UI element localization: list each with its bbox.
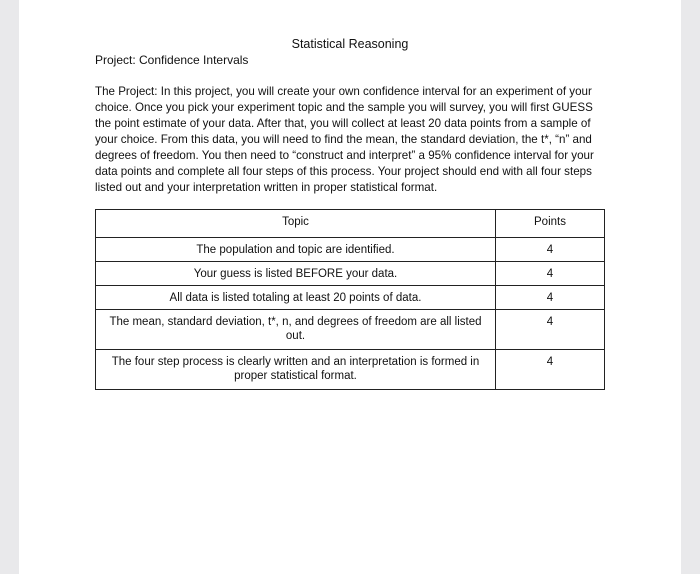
rubric-topic-cell: The mean, standard deviation, t*, n, and degrees of freedom are all listed out. (96, 310, 496, 350)
rubric-header-row (96, 210, 605, 238)
rubric-row (96, 286, 605, 310)
topic-column-header: Topic (96, 210, 496, 238)
rubric-row (96, 238, 605, 262)
rubric-topic-cell: The population and topic are identified. (96, 238, 496, 262)
rubric-points-cell: 4 (496, 262, 605, 286)
rubric-table (95, 209, 605, 390)
rubric-topic-cell: The four step process is clearly written and an interpretation is formed in proper statistical format. (96, 350, 496, 390)
rubric-points-cell: 4 (496, 238, 605, 262)
rubric-topic-cell: Your guess is listed BEFORE your data. (96, 262, 496, 286)
points-column-header: Points (496, 210, 605, 238)
rubric-topic-cell: All data is listed totaling at least 20 points of data. (96, 286, 496, 310)
rubric-points-cell: 4 (496, 350, 605, 390)
rubric-row (96, 350, 605, 390)
project-description: The Project: In this project, you will create your own confidence interval for an experiment of your choice. Once you pick your experiment topic and the sample you will survey, you will first GUESS the point estimate of your data. After that, you will collect at least 20 data points from a sample of your choice. From this data, you will need to find the mean, the standard deviation, the t*, “n” and degrees of freedom. You then need to “construct and interpret” a 95% confidence interval for your data points and complete all four steps of this process. Your project should end with all four steps listed out and your interpretation written in proper statistical format. (95, 85, 594, 194)
rubric-row (96, 310, 605, 350)
document-title: Statistical Reasoning (291, 37, 409, 51)
document-page (19, 0, 681, 574)
rubric-row (96, 262, 605, 286)
project-label: Project: Confidence Intervals (95, 53, 249, 67)
rubric-points-cell: 4 (496, 286, 605, 310)
rubric-points-cell: 4 (496, 310, 605, 350)
